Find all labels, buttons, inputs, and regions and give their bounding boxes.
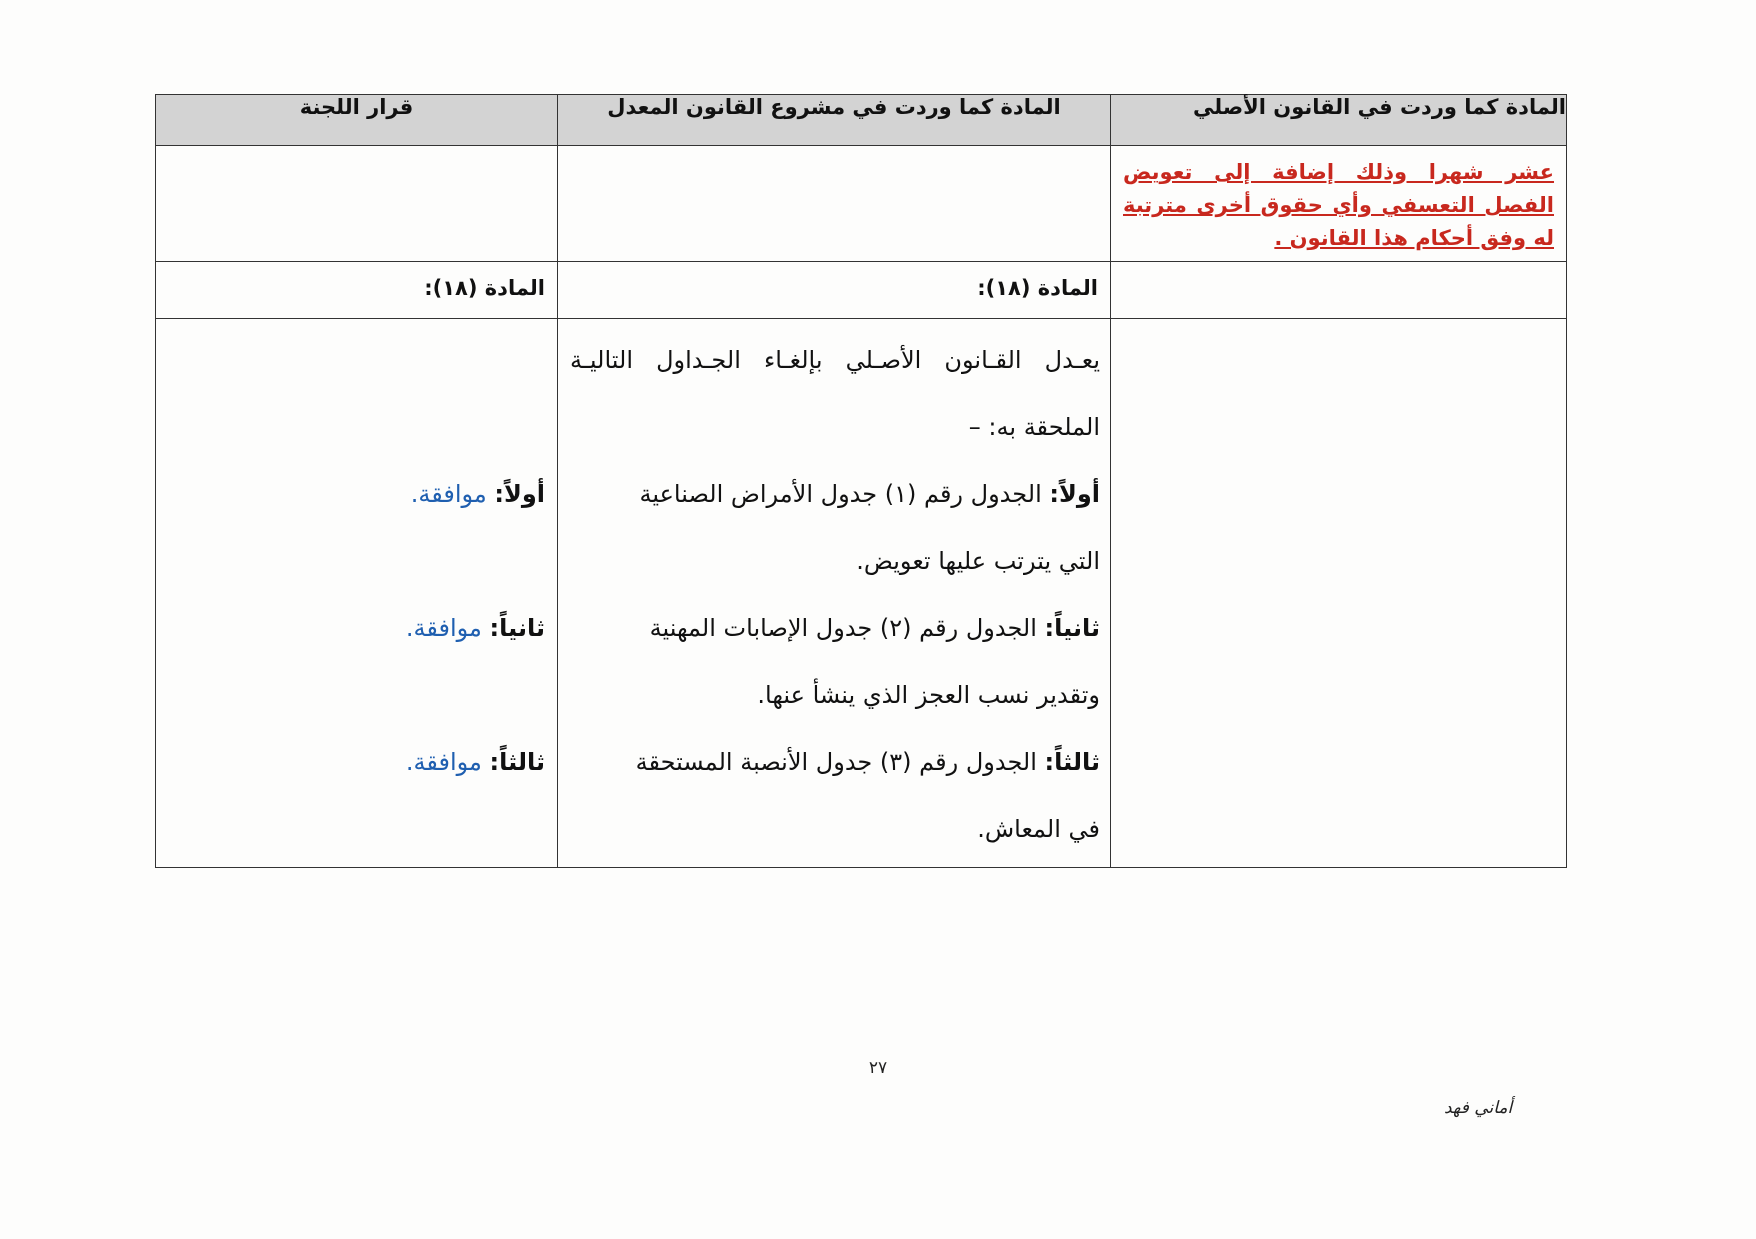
table-row (156, 146, 1567, 262)
decision-item (168, 733, 545, 800)
header-original-law: المادة كما وردت في القانون الأصلي (1111, 95, 1567, 146)
amended-line (570, 733, 1100, 800)
page-number: ٢٧ (868, 1058, 888, 1078)
decision-body-cell (156, 319, 558, 868)
decision-label: ثانياً: (489, 614, 545, 642)
decision-spacer (168, 398, 545, 465)
decision-spacer (168, 532, 545, 599)
amended-line (570, 800, 1100, 867)
decision-value: موافقة. (405, 614, 482, 642)
decision-body (156, 319, 557, 800)
original-empty-cell (1111, 319, 1567, 868)
header-amended-bill: المادة كما وردت في مشروع القانون المعدل (558, 95, 1111, 146)
amended-line (570, 532, 1100, 599)
amended-line (570, 398, 1100, 465)
decision-value: موافقة. (410, 480, 487, 508)
amended-line (570, 599, 1100, 666)
decision-label: ثالثاً: (489, 748, 545, 776)
amended-line-text: يعـدل القـانون الأصـلي بإلغـاء الجـداول التاليـة (570, 346, 1100, 374)
amended-line-lead: ثانياً: (1044, 614, 1100, 642)
amended-line-text: الجدول رقم (٢) جدول الإصابات المهنية (649, 614, 1045, 642)
amended-line-text: الملحقة به: – (968, 413, 1100, 441)
signature: أماني فهد (1444, 1098, 1513, 1118)
amended-line-text: الجدول رقم (١) جدول الأمراض الصناعية (639, 480, 1050, 508)
header-committee-decision: قرار اللجنة (156, 95, 558, 146)
decision-value: موافقة. (405, 748, 482, 776)
original-empty-cell (1111, 262, 1567, 319)
amended-body-cell (558, 319, 1111, 868)
amended-line (570, 331, 1100, 398)
decision-spacer (168, 666, 545, 733)
amended-line-text: التي يترتب عليها تعويض. (856, 547, 1100, 575)
amended-line (570, 666, 1100, 733)
decision-spacer (168, 331, 545, 398)
amended-line-lead: ثالثاً: (1044, 748, 1100, 776)
comparison-table (155, 94, 1567, 868)
original-law-cell (1111, 146, 1567, 262)
decision-item (168, 599, 545, 666)
decision-label: أولاً: (494, 480, 545, 508)
decision-article-title: المادة (١٨): (424, 276, 545, 300)
amended-line-text: في المعاش. (977, 815, 1100, 843)
amended-line-text: الجدول رقم (٣) جدول الأنصبة المستحقة (635, 748, 1045, 776)
amended-article-title: المادة (١٨): (977, 276, 1098, 300)
amended-title-cell (558, 262, 1111, 319)
table-row (156, 319, 1567, 868)
amended-line-text: وتقدير نسب العجز الذي ينشأ عنها. (757, 681, 1100, 709)
amended-body (558, 319, 1110, 867)
original-continuation-text: عشر شهرا وذلك إضافة إلى تعويض الفصل التعسفي وأي حقوق أخرى مترتبة له وفق أحكام هذا القانون . (1123, 160, 1554, 250)
table-row (156, 262, 1567, 319)
decision-title-cell (156, 262, 558, 319)
decision-empty-cell (156, 146, 558, 262)
table-header-row (156, 95, 1567, 146)
amended-line (570, 465, 1100, 532)
amended-empty-cell (558, 146, 1111, 262)
amended-line-lead: أولاً: (1049, 480, 1100, 508)
decision-item (168, 465, 545, 532)
